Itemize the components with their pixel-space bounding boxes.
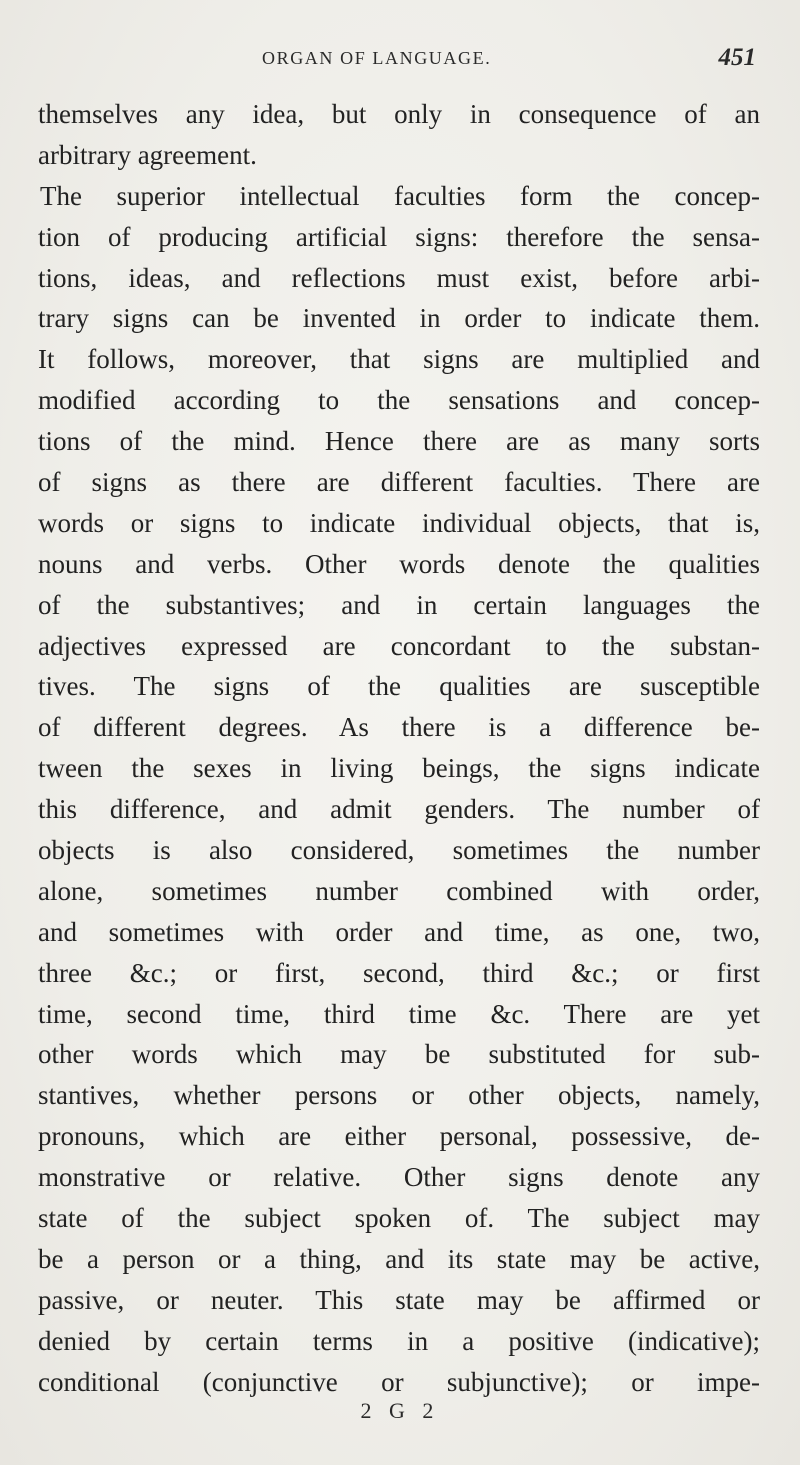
- text-line: monstrative or relative. Other signs denote any: [38, 1162, 760, 1193]
- text-line: tives. The signs of the qualities are susceptible: [38, 671, 760, 702]
- text-line: words or signs to indicate individual objects, that is,: [38, 507, 760, 538]
- text-line: modified according to the sensations and concep-: [38, 385, 760, 416]
- text-line: passive, or neuter. This state may be affirmed or: [38, 1284, 760, 1315]
- text-line: conditional (conjunctive or subjunctive); or impe-: [38, 1366, 760, 1397]
- text-line: other words which may be substituted for sub-: [38, 1039, 760, 1070]
- running-head: [0, 44, 800, 80]
- text-line: be a person or a thing, and its state may be active,: [38, 1243, 760, 1274]
- text-line: of signs as there are different faculties. There are: [38, 467, 760, 498]
- text-line: It follows, moreover, that signs are multiplied and: [38, 344, 760, 375]
- page-number: 451: [718, 44, 756, 71]
- text-line: tween the sexes in living beings, the signs indicate: [38, 753, 760, 784]
- text-line: this difference, and admit genders. The number of: [38, 794, 760, 825]
- body-text: [38, 94, 760, 1403]
- text-line: pronouns, which are either personal, possessive, de-: [38, 1121, 760, 1152]
- text-line: of the substantives; and in certain languages the: [38, 589, 760, 620]
- text-line: arbitrary agreement.: [38, 139, 257, 170]
- signature-mark: 2 G 2: [360, 1398, 440, 1423]
- text-line: The superior intellectual faculties form the concep-: [40, 180, 760, 211]
- text-line: time, second time, third time &c. There are yet: [38, 998, 760, 1029]
- text-line: tion of producing artificial signs: therefore the sensa-: [38, 221, 760, 252]
- text-line: state of the subject spoken of. The subject may: [38, 1203, 760, 1234]
- text-line: trary signs can be invented in order to indicate them.: [38, 303, 760, 334]
- text-line: of different degrees. As there is a difference be-: [38, 712, 760, 743]
- text-line: alone, sometimes number combined with order,: [38, 875, 760, 906]
- text-line: tions of the mind. Hence there are as many sorts: [38, 426, 760, 457]
- text-line: stantives, whether persons or other objects, namely,: [38, 1080, 760, 1111]
- text-line: objects is also considered, sometimes the number: [38, 835, 760, 866]
- text-line: tions, ideas, and reflections must exist, before arbi-: [38, 262, 760, 293]
- text-line: adjectives expressed are concordant to the substan-: [38, 630, 760, 661]
- text-line: themselves any idea, but only in consequence of an: [38, 99, 760, 129]
- text-line: and sometimes with order and time, as one, two,: [38, 916, 760, 947]
- text-line: nouns and verbs. Other words denote the qualities: [38, 548, 760, 579]
- text-line: three &c.; or first, second, third &c.; or first: [38, 957, 760, 988]
- text-line: denied by certain terms in a positive (indicative);: [38, 1325, 760, 1356]
- running-head-title: ORGAN OF LANGUAGE.: [262, 48, 492, 68]
